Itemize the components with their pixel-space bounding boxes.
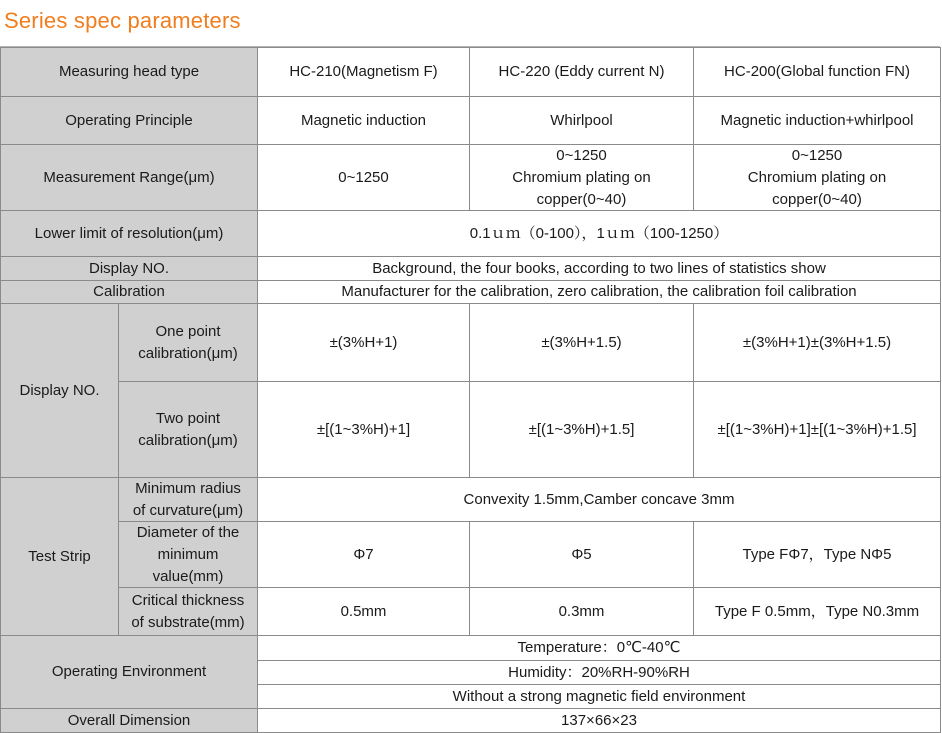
environment-humidity: Humidity：20%RH-90%RH bbox=[258, 661, 941, 685]
header-col1: HC-210(Magnetism F) bbox=[258, 47, 470, 97]
range-label: Measurement Range(μm) bbox=[0, 145, 258, 211]
range-col2-line1: 0~1250 bbox=[556, 146, 607, 164]
thickness-label-line1: Critical thickness bbox=[131, 591, 245, 609]
radius-label-line1: Minimum radius bbox=[135, 479, 241, 497]
page-title: Series spec parameters bbox=[4, 8, 241, 33]
principle-label: Operating Principle bbox=[0, 97, 258, 145]
two-point-col3: ±[(1~3%H)+1]±[(1~3%H)+1.5] bbox=[694, 382, 941, 478]
radius-value: Convexity 1.5mm,Camber concave 3mm bbox=[258, 478, 941, 522]
spec-table bbox=[0, 47, 941, 733]
resolution-label: Lower limit of resolution(μm) bbox=[0, 211, 258, 257]
header-label: Measuring head type bbox=[0, 47, 258, 97]
dimension-label: Overall Dimension bbox=[0, 709, 258, 733]
diameter-label-line2: minimum bbox=[157, 545, 219, 563]
thickness-label-line2: of substrate(mm) bbox=[131, 613, 245, 631]
two-point-col1: ±[(1~3%H)+1] bbox=[258, 382, 470, 478]
environment-label: Operating Environment bbox=[0, 636, 258, 709]
diameter-col3: Type FΦ7，Type NΦ5 bbox=[694, 522, 941, 588]
display-group-label: Display NO. bbox=[0, 304, 119, 478]
one-point-label bbox=[119, 304, 258, 382]
thickness-col1: 0.5mm bbox=[258, 588, 470, 636]
range-col3-line3: copper(0~40) bbox=[772, 190, 862, 208]
principle-col2: Whirlpool bbox=[470, 97, 694, 145]
calibration-value: Manufacturer for the calibration, zero calibration, the calibration foil calibration bbox=[258, 281, 941, 304]
diameter-label-line3: value(mm) bbox=[152, 567, 224, 585]
environment-magnetic: Without a strong magnetic field environment bbox=[258, 685, 941, 709]
range-col2-line2: Chromium plating on bbox=[512, 168, 651, 186]
one-point-label-line2: calibration(μm) bbox=[138, 344, 238, 362]
one-point-col1: ±(3%H+1) bbox=[258, 304, 470, 382]
resolution-value: 0.1ｕｍ（0-100），1ｕｍ（100-1250） bbox=[258, 211, 941, 257]
header-col3: HC-200(Global function FN) bbox=[694, 47, 941, 97]
thickness-col2: 0.3mm bbox=[470, 588, 694, 636]
principle-col1: Magnetic induction bbox=[258, 97, 470, 145]
diameter-label bbox=[119, 522, 258, 588]
display-label: Display NO. bbox=[0, 257, 258, 281]
two-point-col2: ±[(1~3%H)+1.5] bbox=[470, 382, 694, 478]
one-point-col3: ±(3%H+1)±(3%H+1.5) bbox=[694, 304, 941, 382]
radius-label-line2: of curvature(μm) bbox=[132, 501, 244, 519]
range-col3 bbox=[694, 145, 941, 211]
one-point-label-line1: One point bbox=[155, 322, 221, 340]
diameter-label-line1: Diameter of the bbox=[136, 523, 240, 541]
calibration-label: Calibration bbox=[0, 281, 258, 304]
environment-temperature: Temperature：0℃-40℃ bbox=[258, 636, 941, 661]
dimension-value: 137×66×23 bbox=[258, 709, 941, 733]
thickness-label bbox=[119, 588, 258, 636]
test-strip-label: Test Strip bbox=[0, 478, 119, 636]
thickness-col3: Type F 0.5mm，Type N0.3mm bbox=[694, 588, 941, 636]
range-col2 bbox=[470, 145, 694, 211]
header-col2: HC-220 (Eddy current N) bbox=[470, 47, 694, 97]
diameter-col1: Φ7 bbox=[258, 522, 470, 588]
two-point-label-line1: Two point bbox=[155, 409, 221, 427]
range-col1: 0~1250 bbox=[258, 145, 470, 211]
one-point-col2: ±(3%H+1.5) bbox=[470, 304, 694, 382]
range-col3-line1: 0~1250 bbox=[791, 146, 843, 164]
principle-col3: Magnetic induction+whirlpool bbox=[694, 97, 941, 145]
radius-label bbox=[119, 478, 258, 522]
diameter-col2: Φ5 bbox=[470, 522, 694, 588]
range-col3-line2: Chromium plating on bbox=[747, 168, 887, 186]
display-value: Background, the four books, according to two lines of statistics show bbox=[258, 257, 941, 281]
two-point-label-line2: calibration(μm) bbox=[138, 431, 238, 449]
range-col2-line3: copper(0~40) bbox=[536, 190, 627, 208]
two-point-label bbox=[119, 382, 258, 478]
